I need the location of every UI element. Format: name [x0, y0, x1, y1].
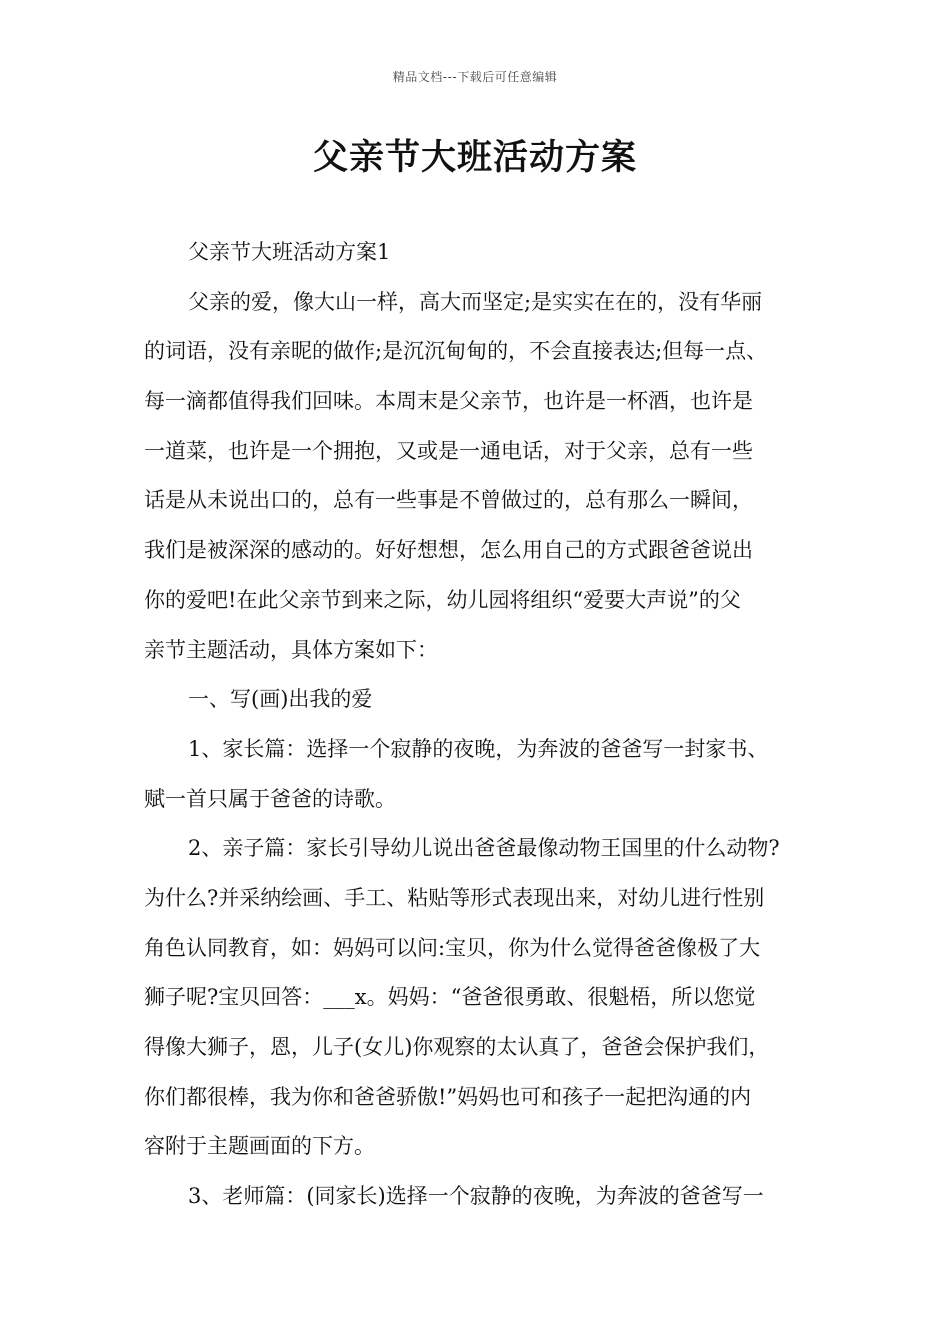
paragraph-line: 得像大狮子，恩，儿子(女儿)你观察的太认真了，爸爸会保护我们， [144, 1035, 770, 1059]
paragraph-line: 父亲的爱，像大山一样，高大而坚定;是实实在在的，没有华丽 [188, 289, 763, 314]
document-body [144, 228, 816, 1222]
paragraph-line: 为什么?并采纳绘画、手工、粘贴等形式表现出来，对幼儿进行性别 [144, 885, 765, 910]
paragraph-line: 狮子呢?宝贝回答：___x。妈妈：“爸爸很勇敢、很魁梧，所以您觉 [144, 985, 756, 1010]
paragraph-line: 2、亲子篇：家长引导幼儿说出爸爸最像动物王国里的什么动物? [188, 836, 780, 861]
paragraph-line: 的词语，没有亲昵的做作;是沉沉甸甸的，不会直接表达;但每一点、 [144, 339, 768, 364]
paragraph-line: 我们是被深深的感动的。好好想想，怎么用自己的方式跟爸爸说出 [144, 538, 753, 563]
paragraph-line: 一道菜，也许是一个拥抱，又或是一通电话，对于父亲，总有一些 [144, 438, 753, 463]
document-title: 父亲节大班活动方案 [312, 138, 637, 178]
paragraph-line: 容附于主题画面的下方。 [144, 1134, 375, 1159]
paragraph-line: 角色认同教育，如：妈妈可以问:宝贝，你为什么觉得爸爸像极了大 [144, 935, 761, 960]
section-heading: 父亲节大班活动方案1 [188, 240, 391, 264]
paragraph-line: 你们都很棒，我为你和爸爸骄傲!”妈妈也可和孩子一起把沟通的内 [144, 1084, 752, 1109]
paragraph-line: 你的爱吧!在此父亲节到来之际，幼儿园将组织“爱要大声说”的父 [144, 587, 741, 612]
header-note: 精品文档---下载后可任意编辑 [392, 70, 558, 84]
paragraph-line: 亲节主题活动，具体方案如下： [144, 637, 438, 662]
paragraph-line: 每一滴都值得我们回味。本周末是父亲节，也许是一杯酒，也许是 [144, 389, 753, 414]
paragraph-line: 话是从未说出口的，总有一些事是不曾做过的，总有那么一瞬间， [144, 488, 753, 513]
paragraph-line: 赋一首只属于爸爸的诗歌。 [144, 786, 396, 811]
paragraph-line: 3、老师篇：(同家长)选择一个寂静的夜晚，为奔波的爸爸写一 [188, 1184, 764, 1209]
subsection-heading: 一、写(画)出我的爱 [188, 687, 373, 712]
paragraph-line: 1、家长篇：选择一个寂静的夜晚，为奔波的爸爸写一封家书、 [188, 736, 769, 761]
